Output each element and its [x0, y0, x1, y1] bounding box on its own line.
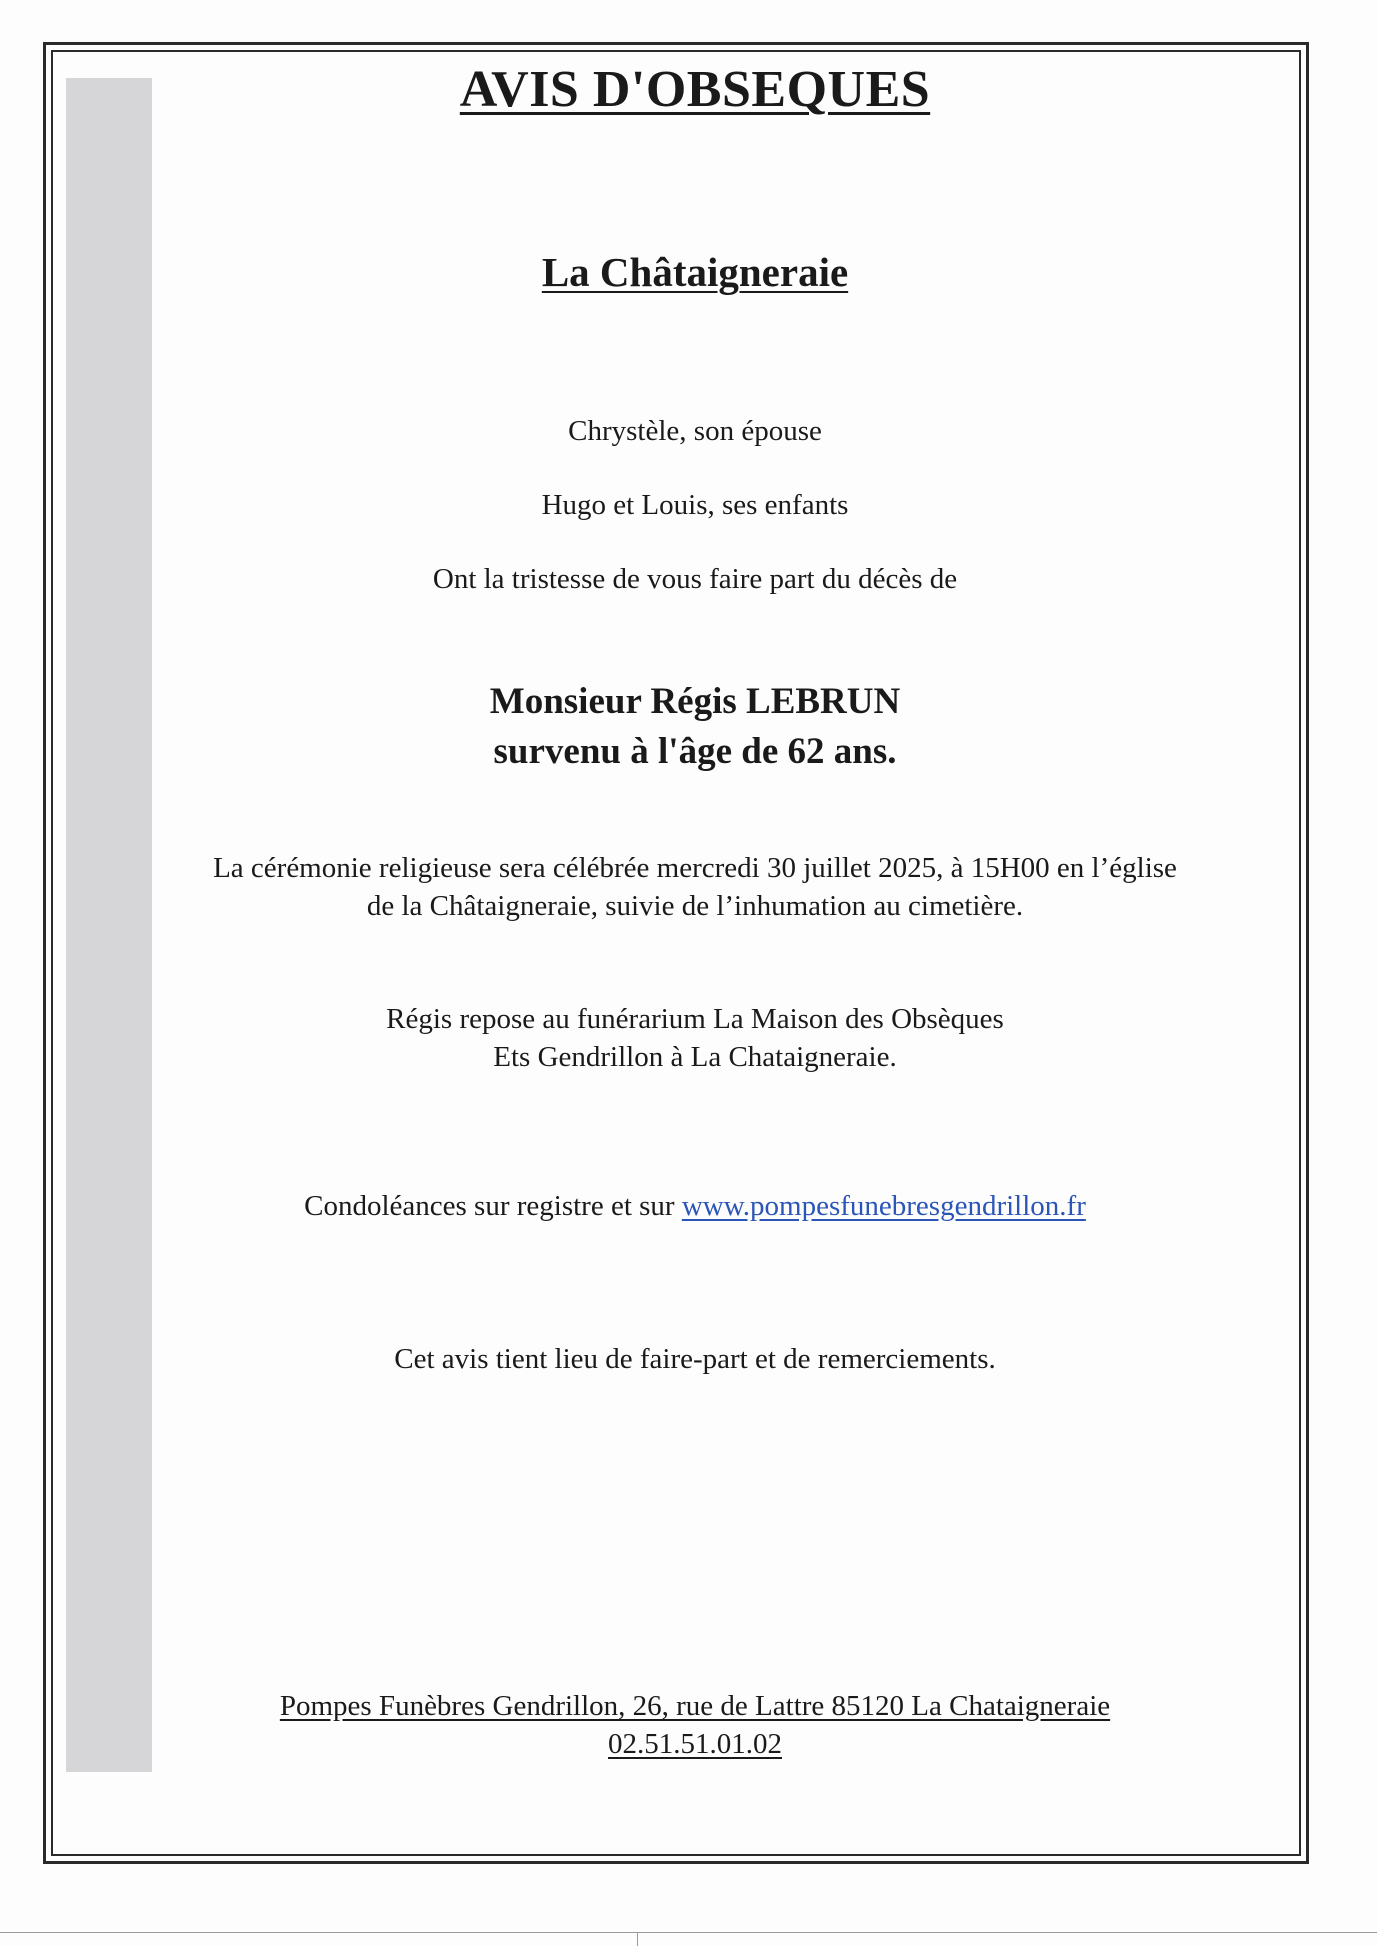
rest-line-1: Régis repose au funérarium La Maison des Obsèques: [386, 1003, 1004, 1035]
ceremony-line-1: La cérémonie religieuse sera célébrée mercredi 30 juillet 2025, à 15H00 en l’église: [213, 852, 1177, 884]
scan-edge-line: [0, 1932, 1377, 1933]
notice-title: AVIS D'OBSEQUES: [459, 61, 931, 118]
ceremony-line-2: de la Châtaigneraie, suivie de l’inhumation au cimetière.: [366, 890, 1024, 922]
scan-edge-tick: [637, 1932, 638, 1946]
family-spouse: Chrystèle, son épouse: [568, 415, 822, 447]
family-children: Hugo et Louis, ses enfants: [541, 489, 849, 521]
condolences-line: [140, 1190, 1250, 1223]
footer-address: Pompes Funèbres Gendrillon, 26, rue de Lattre 85120 La Chataigneraie: [279, 1690, 1111, 1722]
closing-text: Cet avis tient lieu de faire-part et de remerciements.: [394, 1343, 996, 1375]
inner-border-frame: [51, 50, 1301, 1856]
condolences-text: Condoléances sur registre et sur: [304, 1190, 682, 1222]
deceased-name: Monsieur Régis LEBRUN: [489, 681, 901, 722]
rest-line-2: Ets Gendrillon à La Chataigneraie.: [493, 1041, 897, 1073]
deceased-age: survenu à l'âge de 62 ans.: [493, 731, 897, 772]
footer-phone: 02.51.51.01.02: [608, 1728, 782, 1760]
condolences-website-link[interactable]: www.pompesfunebresgendrillon.fr: [681, 1190, 1086, 1222]
announcement-text: Ont la tristesse de vous faire part du décès de: [432, 563, 958, 595]
town-heading: La Châtaigneraie: [541, 249, 849, 295]
